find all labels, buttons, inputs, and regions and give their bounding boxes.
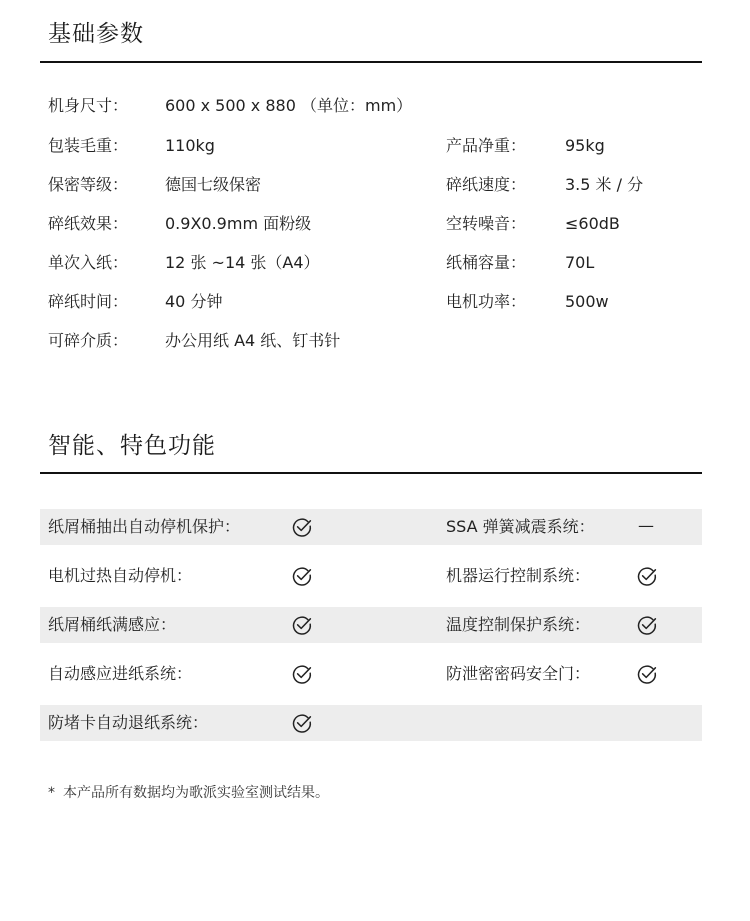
not-available-dash: — — [638, 516, 654, 535]
check-circle-icon — [636, 614, 658, 636]
features-title: 智能、特色功能 — [48, 433, 216, 459]
feature-row — [40, 656, 702, 692]
footnote-marker: * — [48, 785, 55, 801]
check-circle-icon — [291, 565, 313, 587]
features-divider — [40, 472, 702, 474]
feature-label: 防泄密密码安全门： — [446, 664, 591, 683]
spec-value: 0.9X0.9mm 面粉级 — [165, 214, 312, 233]
feature-row — [40, 607, 702, 643]
feature-label: 温度控制保护系统： — [446, 615, 591, 634]
check-circle-icon — [291, 712, 313, 734]
spec-label: 机身尺寸： — [48, 96, 129, 115]
spec-label: 空转噪音： — [446, 214, 527, 233]
spec-value: 600 x 500 x 880 （单位：mm） — [165, 96, 413, 115]
footnote — [48, 782, 329, 802]
spec-label: 纸桶容量： — [446, 253, 527, 272]
feature-label: 自动感应进纸系统： — [48, 664, 193, 683]
check-circle-icon — [291, 663, 313, 685]
spec-label: 包装毛重： — [48, 136, 129, 155]
spec-value: 40 分钟 — [165, 292, 223, 311]
spec-label: 产品净重： — [446, 136, 527, 155]
check-circle-icon — [291, 516, 313, 538]
spec-value: 办公用纸 A4 纸、钉书针 — [165, 331, 341, 350]
feature-row — [40, 705, 702, 741]
feature-label: 纸屑桶抽出自动停机保护： — [48, 517, 241, 536]
spec-label: 保密等级： — [48, 175, 129, 194]
check-circle-icon — [636, 663, 658, 685]
feature-label: 电机过热自动停机： — [48, 566, 193, 585]
spec-label: 碎纸效果： — [48, 214, 129, 233]
spec-label: 可碎介质： — [48, 331, 129, 350]
spec-label: 单次入纸： — [48, 253, 129, 272]
spec-label: 电机功率： — [446, 292, 527, 311]
feature-label: 防堵卡自动退纸系统： — [48, 713, 209, 732]
spec-value: 500w — [565, 292, 609, 311]
spec-label: 碎纸时间： — [48, 292, 129, 311]
spec-value: 德国七级保密 — [165, 175, 262, 194]
feature-row — [40, 509, 702, 545]
feature-label: 机器运行控制系统： — [446, 566, 591, 585]
feature-label: SSA 弹簧减震系统： — [446, 517, 595, 536]
spec-value: 95kg — [565, 136, 605, 155]
check-circle-icon — [636, 565, 658, 587]
spec-label: 碎纸速度： — [446, 175, 527, 194]
spec-value: 110kg — [165, 136, 215, 155]
basic-params-divider — [40, 61, 702, 63]
check-circle-icon — [291, 614, 313, 636]
spec-value: 12 张 ~14 张（A4） — [165, 253, 320, 272]
spec-value: 70L — [565, 253, 595, 272]
basic-params-title: 基础参数 — [48, 21, 144, 47]
feature-label: 纸屑桶纸满感应： — [48, 615, 177, 634]
footnote-text: 本产品所有数据均为歌派实验室测试结果。 — [63, 785, 329, 801]
spec-value: 3.5 米 / 分 — [565, 175, 644, 194]
spec-value: ≤60dB — [565, 214, 620, 233]
feature-row — [40, 558, 702, 594]
